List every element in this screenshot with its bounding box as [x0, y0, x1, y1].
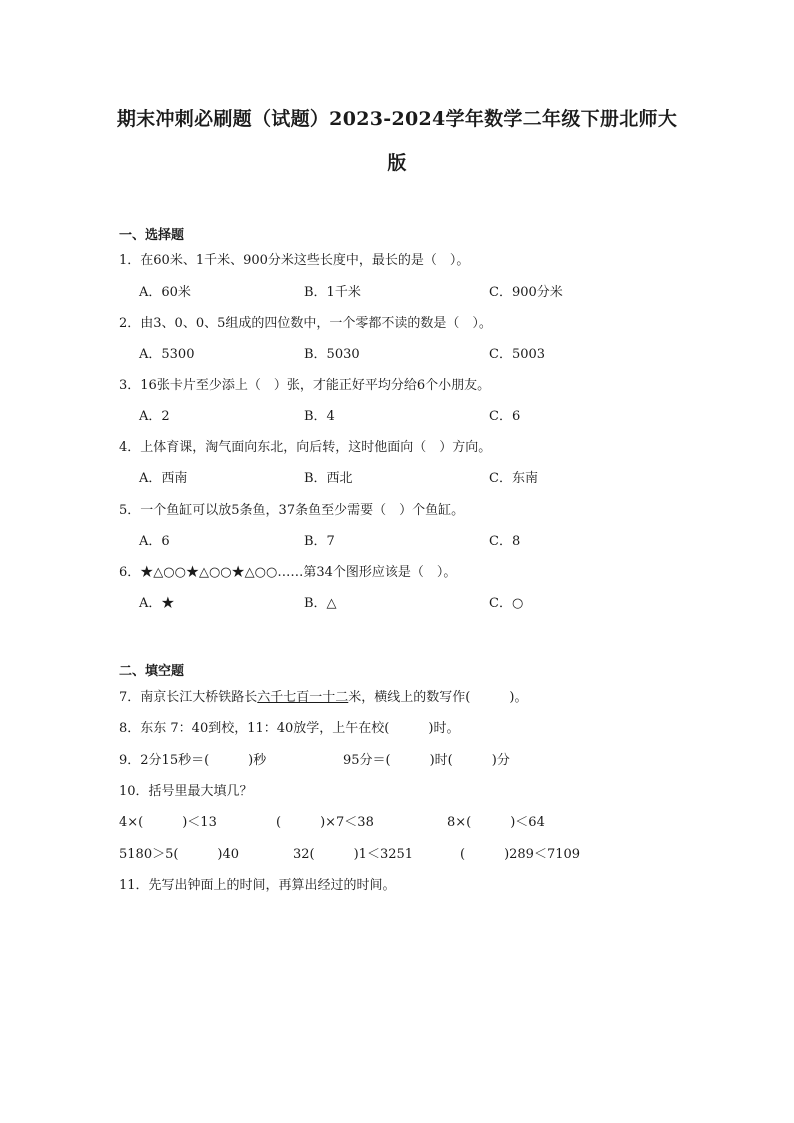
question-2-option-a: A．5300 [139, 347, 195, 362]
question-10-item-1: 4×( )＜13 [119, 815, 217, 830]
question-6-option-a: A．★ [139, 596, 175, 611]
question-5-option-a: A．6 [139, 534, 170, 549]
question-2-option-c: C．5003 [489, 347, 546, 362]
question-3: 3．16张卡片至少添上（ ）张，才能正好平均分给6个小朋友。 [119, 378, 491, 393]
question-2-option-b: B．5030 [304, 347, 360, 362]
question-7-suffix: 米，横线上的数写作( )。 [348, 690, 528, 705]
question-7 [119, 686, 527, 705]
question-6: 6．★△○○★△○○★△○○……第34个图形应该是（ ）。 [119, 565, 457, 580]
question-9 [119, 749, 510, 768]
question-5-option-c: C．8 [489, 534, 521, 549]
question-5-option-b: B．7 [304, 534, 335, 549]
question-1-option-b: B．1千米 [304, 285, 361, 300]
question-8: 8．东东 7：40到校，11：40放学，上午在校( )时。 [119, 721, 460, 736]
question-10-item-6: ( )289＜7109 [460, 847, 581, 862]
question-10-item-5: 32( )1＜3251 [293, 847, 414, 862]
question-7-underlined-number: 六千七百一十二 [257, 690, 349, 705]
question-9-part-1: 9．2分15秒＝( )秒 [119, 753, 267, 768]
question-2: 2．由3、0、0、5组成的四位数中，一个零都不读的数是（ ）。 [119, 316, 492, 331]
page-title: 期末冲刺必刷题（试题）2023-2024学年数学二年级下册北师大 [116, 108, 678, 130]
question-4-option-a: A．西南 [139, 471, 188, 486]
question-9-part-2: 95分＝( )时( )分 [343, 753, 510, 768]
question-1-option-c: C．900分米 [489, 285, 563, 300]
question-4-option-b: B．西北 [304, 471, 353, 486]
question-1: 1．在60米、1千米、900分米这些长度中，最长的是（ ）。 [119, 253, 470, 268]
question-3-option-c: C．6 [489, 409, 521, 424]
question-10-row-2 [119, 843, 599, 861]
page-title-continued: 版 [387, 152, 407, 174]
section-heading-choice: 一、选择题 [119, 228, 185, 243]
question-3-option-b: B．4 [304, 409, 335, 424]
question-6-option-b: B．△ [304, 596, 337, 611]
question-3-option-a: A．2 [139, 409, 170, 424]
question-10-row-1 [119, 811, 599, 829]
question-1-option-a: A．60米 [139, 285, 191, 300]
question-7-prefix: 7．南京长江大桥铁路长 [119, 690, 258, 705]
question-10: 10．括号里最大填几？ [119, 784, 253, 799]
question-10-item-4: 5180＞5( )40 [119, 847, 240, 862]
question-4-option-c: C．东南 [489, 471, 538, 486]
question-4: 4．上体育课，淘气面向东北，向后转，这时他面向（ ）方向。 [119, 440, 492, 455]
section-heading-fill-blank: 二、填空题 [119, 664, 185, 679]
question-11: 11．先写出钟面上的时间，再算出经过的时间。 [119, 878, 396, 893]
question-5: 5．一个鱼缸可以放5条鱼，37条鱼至少需要（ ）个鱼缸。 [119, 503, 465, 518]
question-10-item-3: 8×( )＜64 [447, 815, 545, 830]
question-6-option-c: C．○ [489, 596, 524, 611]
question-10-item-2: ( )×7＜38 [276, 815, 374, 830]
